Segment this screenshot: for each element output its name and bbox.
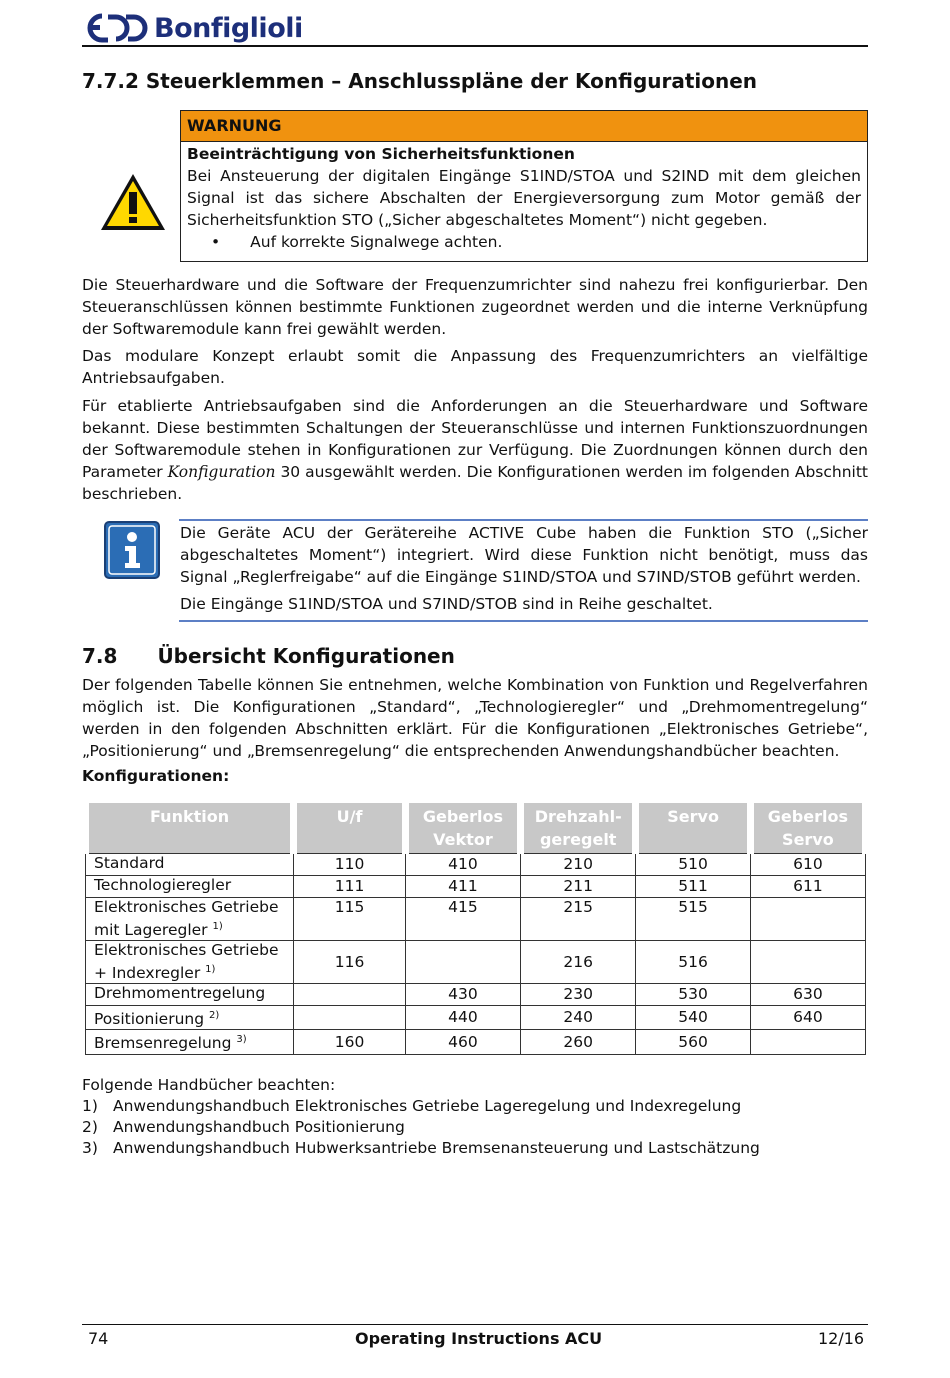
table-cell: 210 [521,854,636,876]
manual-text: Anwendungshandbuch Positionierung [113,1118,405,1136]
table-cell: 216 [521,941,636,984]
footer-title: Operating Instructions ACU [355,1329,603,1348]
table-row [86,984,866,1006]
table-row [86,876,866,898]
brand-logo [82,10,303,46]
paragraph-3 [82,395,868,505]
header-drehzahlgeregelt: Drehzahl- geregelt [521,803,636,854]
table-cell: 540 [636,1006,750,1030]
table-cell: 511 [636,876,750,898]
info-text-1: Die Geräte ACU der Gerätereihe ACTIVE Cube haben die Funktion STO („Sicher abgeschaltetes Moment“) integriert. Wird diese Funktion nicht benötigt, muss das Signal „Reglerfreigabe“ auf die Eingänge S1IND/STOA und S7IND/STOB geführt werden. [180,524,868,586]
paragraph-text: Die Steuerhardware und die Software der Frequenzumrichter sind nahezu frei konfigurierbar. Den Steueranschlüssen können bestimmte Funktionen zugeordnet werden und die interne Verknüpfung der Softwaremodule kann frei gewählt werden. [82,276,868,338]
section-heading: Übersicht Konfigurationen [157,644,455,668]
table-row [86,1030,866,1054]
warning-bullet [181,231,867,251]
footer-date: 12/16 [818,1329,865,1348]
row-label: Standard [86,854,294,876]
paragraph-1 [82,274,868,340]
table-cell [750,898,865,941]
manual-number: 1) [82,1097,98,1115]
table-cell: 115 [294,898,406,941]
table-cell: 111 [294,876,406,898]
table-cell: 411 [405,876,520,898]
table-cell: 611 [750,876,865,898]
manual-text: Anwendungshandbuch Elektronisches Getriebe Lageregelung und Indexregelung [113,1097,742,1115]
header-geberlos-vektor: Geberlos Vektor [405,803,520,854]
table-cell: 440 [405,1006,520,1030]
table-cell: 116 [294,941,406,984]
bullet-symbol: • [211,233,221,251]
table-cell: 415 [405,898,520,941]
table-cell: 640 [750,1006,865,1030]
manual-number: 2) [82,1118,98,1136]
table-cell: 510 [636,854,750,876]
table-cell [294,984,406,1006]
row-label: Positionierung $^{2)}$ [86,1006,294,1030]
table-cell: 460 [405,1030,520,1054]
table-cell: 515 [636,898,750,941]
warning-box [180,110,868,262]
header-geberlos-servo: Geberlos Servo [750,803,865,854]
table-cell: 430 [405,984,520,1006]
row-label: Bremsenregelung $^{3)}$ [86,1030,294,1054]
table-caption: Konfigurationen: [82,767,230,785]
paragraph-text [82,395,868,505]
info-box [180,522,868,615]
manual-item [82,1138,760,1159]
header-funktion: Funktion [86,803,294,854]
table-cell: 215 [521,898,636,941]
manual-text: Anwendungshandbuch Hubwerksantriebe Bremsenansteuerung und Lastschätzung [113,1139,760,1157]
table-cell: 630 [750,984,865,1006]
table-cell: 211 [521,876,636,898]
row-label: Drehmomentregelung [86,984,294,1006]
info-rule-bottom [179,620,868,622]
manuals-intro: Folgende Handbücher beachten: [82,1076,336,1094]
warning-subtitle: Beeinträchtigung von Sicherheitsfunktionen [187,145,575,163]
info-rule-top [179,519,868,521]
table-row [86,1006,866,1030]
table-cell [294,1006,406,1030]
table-cell: 516 [636,941,750,984]
table-cell: 160 [294,1030,406,1054]
table-row [86,854,866,876]
paragraph-2 [82,345,868,389]
section-title: 7.7.2 Steuerklemmen – Anschlusspläne der Konfigurationen [82,69,758,93]
table-cell [750,941,865,984]
parameter-name: Konfiguration [167,463,276,481]
warning-label: WARNUNG [181,111,867,142]
manuals-list [82,1075,760,1159]
header-servo: Servo [636,803,750,854]
table-cell [750,1030,865,1054]
row-label: Elektronisches Getriebe + Indexregler $^{1)}$ [86,941,294,984]
paragraph-text-part: Für etablierte Antriebsaufgaben sind die Anforderungen an die Steuerhardware und Software bekannt. Diese bestimmten Schaltungen der Steueranschlüsse und internen Funktionszuordnungen der Softwaremodule stehen in Konfigurationen zur Verfügung. Die Zuordnungen können durch den Parameter [82,397,868,481]
brand-name: Bonfiglioli [154,12,303,44]
bonfiglioli-logo-icon [82,11,148,45]
table-cell: 260 [521,1030,636,1054]
header-uf: U/f [294,803,406,854]
header-rule [82,45,868,47]
paragraph-text-part: 30 ausgewählt werden. Die Konfigurationen werden im folgenden Abschnitt beschrieben. [82,463,868,503]
warning-bullet-text: Auf korrekte Signalwege achten. [250,233,503,251]
table-cell: 530 [636,984,750,1006]
configurations-table [82,803,869,1055]
section-intro [82,674,868,762]
section-title-7-8 [82,644,455,668]
table-cell: 240 [521,1006,636,1030]
warning-text: Bei Ansteuerung der digitalen Eingänge S1IND/STOA und S2IND mit dem gleichen Signal ist das sichere Abschalten der Energieversorgung zum Motor gemäß der Sicherheitsfunktion STO („Sicher abgeschaltetes Moment“) nicht gegeben. [187,167,861,229]
table-row [86,898,866,941]
paragraph-text: Das modulare Konzept erlaubt somit die Anpassung des Frequenzumrichters an vielfältige Antriebsaufgaben. [82,347,868,387]
row-label: Elektronisches Getriebe mit Lageregler $^{1)}$ [86,898,294,941]
table-header-row [86,803,866,854]
table-row [86,941,866,984]
table-cell: 410 [405,854,520,876]
manual-item [82,1096,760,1117]
info-text-2: Die Eingänge S1IND/STOA und S7IND/STOB sind in Reihe geschaltet. [180,595,713,613]
section-number: 7.8 [82,644,118,668]
paragraph-text: Der folgenden Tabelle können Sie entnehmen, welche Kombination von Funktion und Regelverfahren möglich ist. Die Konfigurationen „Standard“, „Technologieregler“ und „Drehmomentregelung“ werden in den folgenden Abschnitten erklärt. Für die Konfigurationen „Elektronisches Getriebe“, „Positionierung“ und „Bremsenregelung“ die entsprechenden Anwendungshandbücher beachten. [82,676,868,760]
table-cell: 110 [294,854,406,876]
footer-rule [82,1324,868,1325]
table-cell: 230 [521,984,636,1006]
table-cell: 610 [750,854,865,876]
table-cell: 560 [636,1030,750,1054]
table-cell [405,941,520,984]
manual-number: 3) [82,1139,98,1157]
manual-item [82,1117,760,1138]
row-label: Technologieregler [86,876,294,898]
info-icon [104,521,160,579]
warning-triangle-icon [99,172,167,232]
page-number: 74 [88,1329,109,1348]
